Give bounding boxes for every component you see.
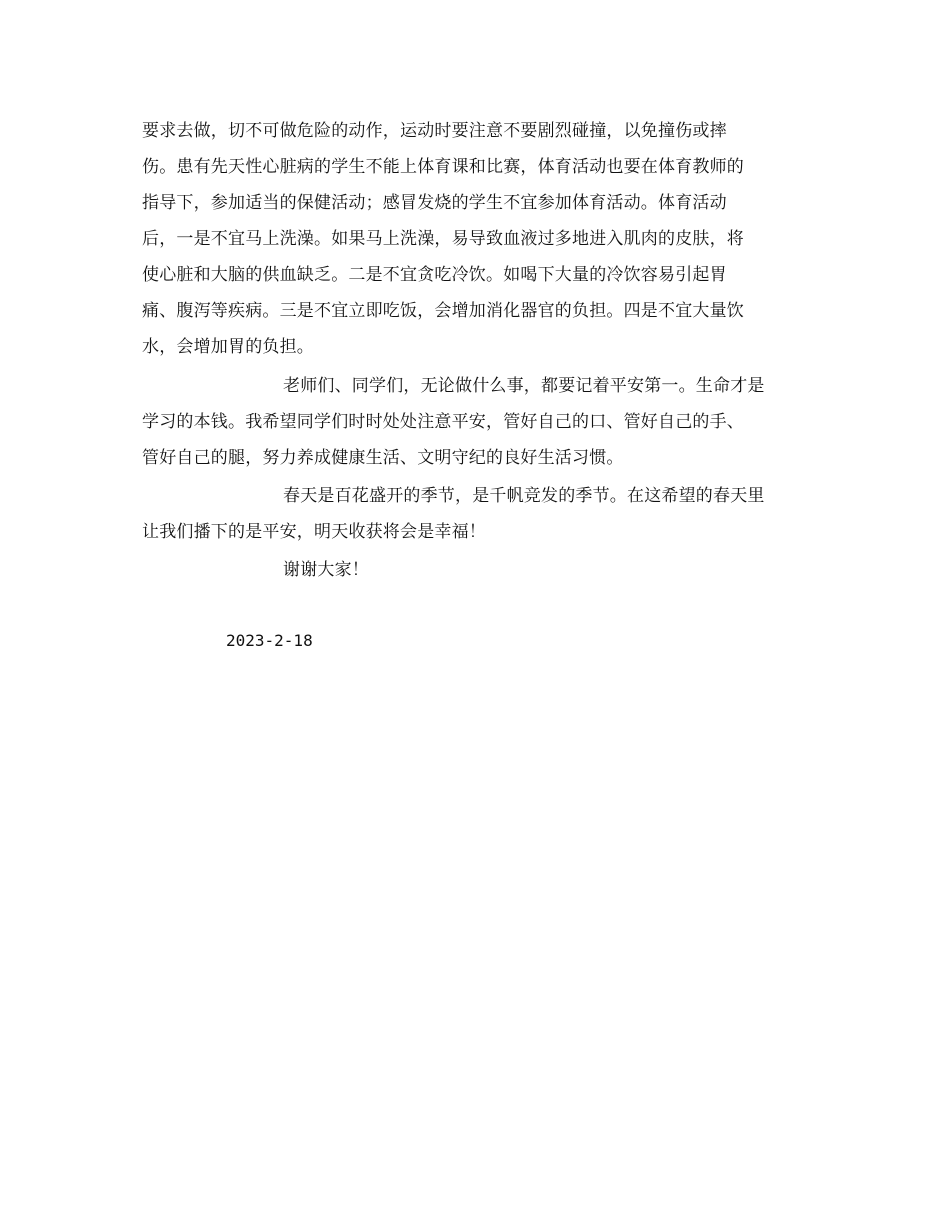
text-line: 管好自己的腿，努力养成健康生活、文明守纪的良好生活习惯。	[142, 448, 624, 468]
text-line: 痛、腹泻等疾病。三是不宜立即吃饭，会增加消化器官的负担。四是不宜大量饮	[142, 301, 744, 321]
text-line: 指导下，参加适当的保健活动；感冒发烧的学生不宜参加体育活动。体育活动	[142, 193, 727, 213]
text-line: 后，一是不宜马上洗澡。如果马上洗澡，易导致血液过多地进入肌肉的皮肤，将	[142, 229, 744, 249]
text-line: 伤。患有先天性心脏病的学生不能上体育课和比赛，体育活动也要在体育教师的	[142, 157, 744, 177]
closing-remark: 谢谢大家！	[283, 560, 369, 580]
text-line: 水，会增加胃的负担。	[142, 337, 314, 357]
text-line: 让我们播下的是平安，明天收获将会是幸福！	[142, 522, 486, 542]
text-line: 要求去做，切不可做危险的动作，运动时要注意不要剧烈碰撞，以免撞伤或摔	[142, 121, 727, 141]
text-line: 使心脏和大脑的供血缺乏。二是不宜贪吃冷饮。如喝下大量的冷饮容易引起胃	[142, 265, 727, 285]
text-line: 学习的本钱。我希望同学们时时处处注意平安，管好自己的口、管好自己的手、	[142, 412, 744, 432]
text-line: 春天是百花盛开的季节，是千帆竞发的季节。在这希望的春天里	[283, 486, 765, 506]
text-line: 老师们、同学们，无论做什么事，都要记着平安第一。生命才是	[283, 376, 765, 396]
document-date: 2023-2-18	[226, 631, 313, 650]
